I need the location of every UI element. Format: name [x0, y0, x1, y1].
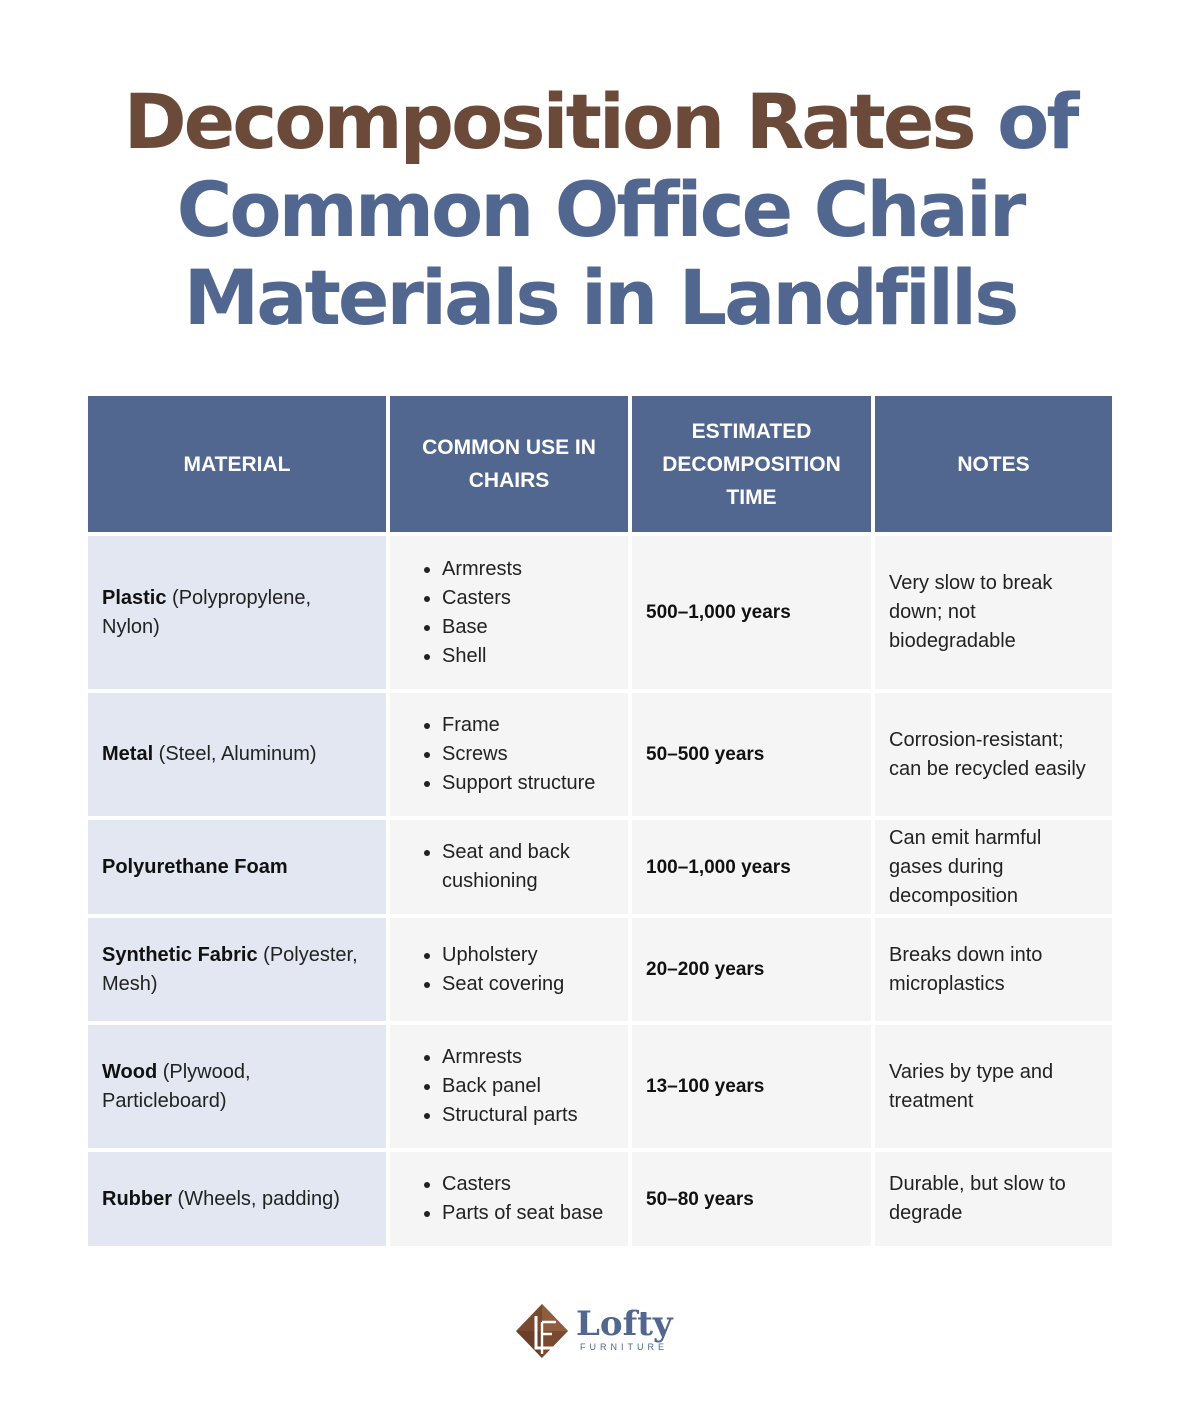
- use-item: • Parts of seat base: [442, 1199, 603, 1228]
- notes-cell: Varies by type and treatment: [875, 1025, 1112, 1148]
- logo-name: Lofty: [576, 1304, 673, 1344]
- table-row: [88, 536, 1112, 689]
- notes-cell: Breaks down into microplastics: [875, 918, 1112, 1021]
- use-item: • Armrests: [442, 1043, 578, 1072]
- material-name: Polyurethane Foam: [102, 855, 288, 878]
- material-cell: [88, 1025, 386, 1148]
- use-item: • Base: [442, 613, 522, 642]
- notes-cell: Durable, but slow to degrade: [875, 1152, 1112, 1246]
- table-row: [88, 1152, 1112, 1246]
- use-item: • Seat and back cushioning: [442, 838, 614, 896]
- material-detail: (Plywood, Particleboard): [102, 1060, 251, 1112]
- time-cell: 500–1,000 years: [632, 536, 871, 689]
- material-cell: [88, 820, 386, 914]
- material-cell: [88, 918, 386, 1021]
- use-item: • Upholstery: [442, 941, 564, 970]
- time-cell: 100–1,000 years: [632, 820, 871, 914]
- use-item: • Frame: [442, 711, 595, 740]
- decomposition-table: [88, 396, 1112, 1250]
- material-cell: [88, 693, 386, 816]
- table-row: [88, 693, 1112, 816]
- use-item: • Armrests: [442, 555, 522, 584]
- time-cell: 50–80 years: [632, 1152, 871, 1246]
- title-highlight: Decomposition Rates: [123, 77, 974, 166]
- page-title: [0, 78, 1200, 342]
- time-cell: 13–100 years: [632, 1025, 871, 1148]
- header-decomposition-time: ESTIMATED DECOMPOSITION TIME: [632, 396, 871, 532]
- title-line-3: Materials in Landfills: [183, 253, 1017, 342]
- notes-cell: Can emit harmful gases during decomposition: [875, 820, 1112, 914]
- material-cell: [88, 536, 386, 689]
- use-item: • Shell: [442, 642, 522, 671]
- table-row: [88, 918, 1112, 1021]
- notes-cell: Corrosion-resistant; can be recycled easily: [875, 693, 1112, 816]
- header-notes: NOTES: [875, 396, 1112, 532]
- material-name: Metal: [102, 743, 154, 765]
- header-material: MATERIAL: [88, 396, 386, 532]
- title-of: of: [997, 77, 1077, 166]
- time-cell: 50–500 years: [632, 693, 871, 816]
- material-name: Rubber: [102, 1187, 172, 1210]
- table-row: [88, 820, 1112, 914]
- table-header: [88, 396, 1112, 532]
- material-name: Plastic: [102, 586, 167, 609]
- use-item: • Structural parts: [442, 1101, 578, 1130]
- uses-cell: [390, 820, 628, 914]
- notes-cell: Very slow to break down; not biodegradable: [875, 536, 1112, 689]
- use-item: • Support structure: [442, 769, 595, 798]
- material-detail: (Wheels, padding): [172, 1187, 340, 1210]
- title-line-1: [0, 78, 1200, 166]
- use-item: • Seat covering: [442, 970, 564, 999]
- material-detail: (Polypropylene, Nylon): [102, 586, 312, 638]
- logo-monogram-icon: [514, 1302, 570, 1360]
- uses-cell: [390, 1152, 628, 1246]
- use-item: • Screws: [442, 740, 595, 769]
- material-cell: [88, 1152, 386, 1246]
- uses-cell: [390, 536, 628, 689]
- material-detail: (Steel, Aluminum): [153, 743, 317, 765]
- material-name: Synthetic Fabric: [102, 943, 258, 966]
- uses-cell: [390, 693, 628, 816]
- use-item: • Casters: [442, 584, 522, 613]
- title-line-2: Common Office Chair: [176, 165, 1024, 254]
- uses-cell: [390, 1025, 628, 1148]
- header-common-use: COMMON USE IN CHAIRS: [390, 396, 628, 532]
- table-row: [88, 1025, 1112, 1148]
- time-cell: 20–200 years: [632, 918, 871, 1021]
- uses-cell: [390, 918, 628, 1021]
- material-name: Wood: [102, 1060, 158, 1083]
- material-detail: (Polyester, Mesh): [102, 943, 358, 995]
- use-item: • Back panel: [442, 1072, 578, 1101]
- use-item: • Casters: [442, 1170, 603, 1199]
- lofty-logo: [514, 1300, 694, 1362]
- logo-subtitle: FURNITURE: [580, 1342, 668, 1352]
